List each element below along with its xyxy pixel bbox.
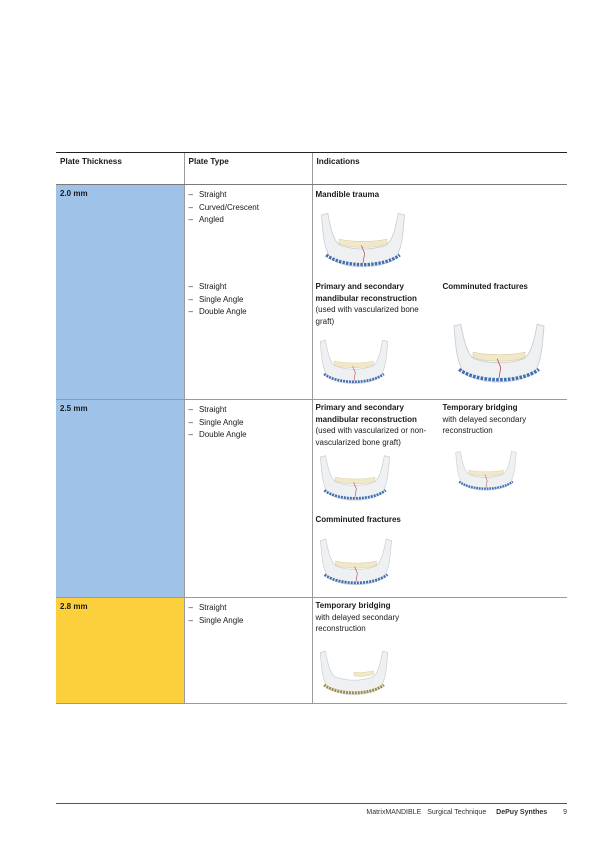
indication-block <box>443 281 565 293</box>
type-cell <box>184 598 312 704</box>
indication-title: Temporary bridging <box>315 601 391 610</box>
page-number: 9 <box>563 809 567 816</box>
indication-title: Primary and secondary mandibular reconstruction <box>315 403 417 424</box>
list-item: – Single Angle <box>189 615 308 628</box>
footer-doc: Surgical Technique <box>427 809 487 816</box>
temporary-bridging-image <box>315 642 393 702</box>
header-type: Plate Type <box>184 153 312 185</box>
indication-title: Mandible trauma <box>315 190 380 199</box>
indications-cell <box>312 598 567 704</box>
indication-title: Temporary bridging <box>442 403 518 412</box>
list-item: – Single Angle <box>189 294 247 307</box>
indication-desc: with delayed secondary reconstruction <box>442 414 527 435</box>
footer-brand: DePuy Synthes <box>496 809 548 816</box>
table-header-row <box>56 153 567 185</box>
list-item: – Single Angle <box>189 417 308 430</box>
indication-block <box>316 281 440 327</box>
thickness-cell: 2.5 mm <box>56 400 184 598</box>
list-item: – Curved/Crescent <box>189 202 308 215</box>
plate-type-list <box>185 400 312 442</box>
indication-block <box>316 402 440 448</box>
indication-block <box>316 600 440 635</box>
indication-desc: with delayed secondary reconstruction <box>315 612 400 633</box>
temporary-bridging-image <box>451 442 521 498</box>
indications-cell <box>312 400 567 598</box>
reconstruction-image <box>315 333 393 389</box>
footer-product: MatrixMANDIBLE <box>366 809 422 816</box>
plate-type-list <box>185 598 312 627</box>
mandible-trauma-image <box>315 205 411 273</box>
list-item: – Double Angle <box>189 306 247 319</box>
table-row <box>56 400 567 598</box>
footer-divider <box>56 803 567 804</box>
header-indications: Indications <box>312 153 567 185</box>
indication-block <box>443 402 565 437</box>
type-cell <box>184 185 312 400</box>
indication-desc: (used with vascularized or non-vascularized bone graft) <box>315 426 427 447</box>
list-item: – Double Angle <box>189 429 308 442</box>
indication-title: Comminuted fractures <box>442 282 528 291</box>
reconstruction-image <box>315 446 395 508</box>
list-item: – Straight <box>189 404 308 417</box>
indication-title: Comminuted fractures <box>315 515 401 524</box>
plate-type-list <box>185 185 312 227</box>
comminuted-fracture-image <box>447 313 551 391</box>
plate-table <box>56 152 567 704</box>
header-thickness: Plate Thickness <box>56 153 184 185</box>
list-item: – Angled <box>189 214 308 227</box>
indication-title: Primary and secondary mandibular reconstruction <box>315 282 417 303</box>
plate-type-list <box>185 277 251 319</box>
indications-cell <box>312 185 567 400</box>
indication-block <box>316 514 440 526</box>
thickness-cell: 2.8 mm <box>56 598 184 704</box>
list-item: – Straight <box>189 602 308 615</box>
list-item: – Straight <box>189 281 247 294</box>
type-cell <box>184 400 312 598</box>
table-row <box>56 185 567 400</box>
comminuted-fracture-image <box>315 528 397 594</box>
indication-desc: (used with vascularized bone graft) <box>315 305 419 326</box>
indication-block <box>316 189 436 201</box>
thickness-cell: 2.0 mm <box>56 185 184 400</box>
footer <box>366 809 567 816</box>
table-row <box>56 598 567 704</box>
list-item: – Straight <box>189 189 308 202</box>
